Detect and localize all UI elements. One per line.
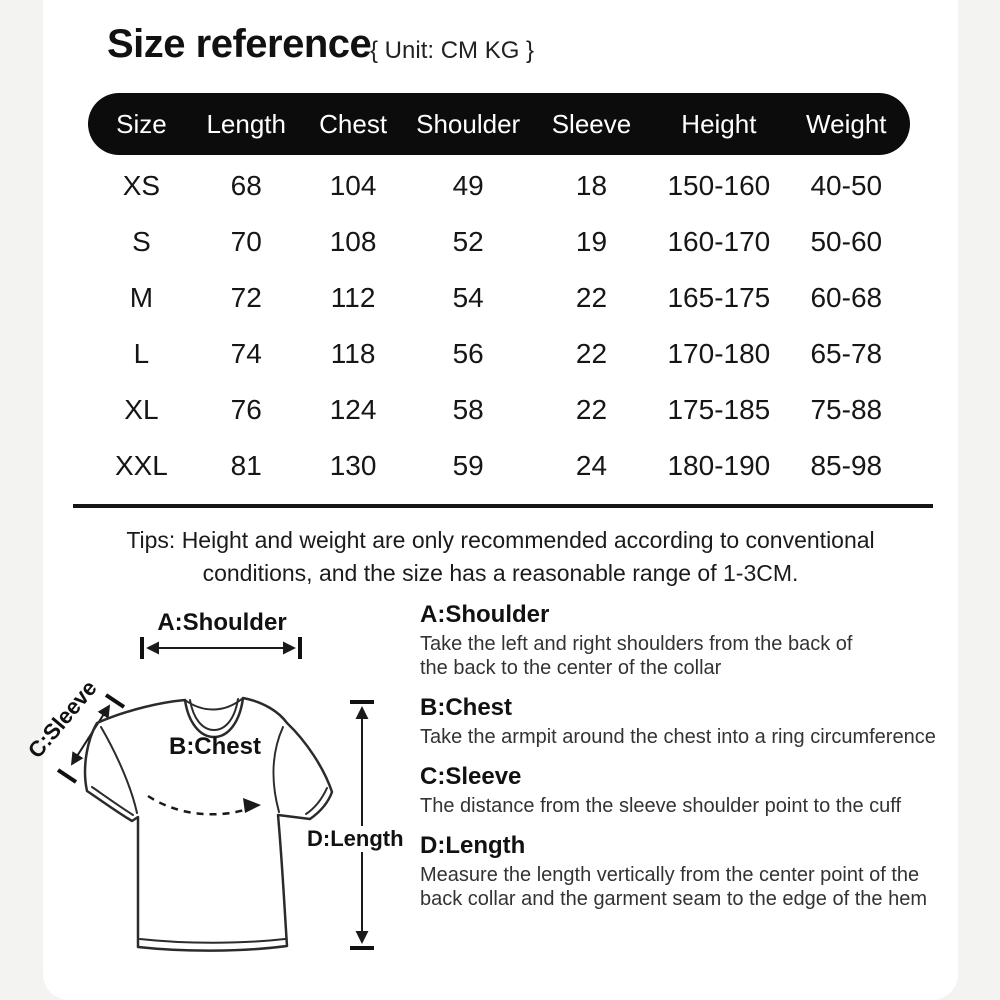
unit-note: { Unit: CM KG } bbox=[370, 37, 535, 64]
guide-heading: B:Chest bbox=[420, 694, 513, 721]
table-cell: 104 bbox=[329, 170, 377, 201]
page-title: Size reference bbox=[107, 22, 372, 66]
table-cell: 85-98 bbox=[810, 450, 883, 481]
table-cell: 130 bbox=[329, 450, 377, 481]
table-cell: 19 bbox=[575, 226, 608, 257]
guide-text-line: back collar and the garment seam to the edge of the hem bbox=[420, 888, 927, 910]
column-header-sleeve: Sleeve bbox=[551, 108, 632, 139]
table-cell: 50-60 bbox=[810, 226, 883, 257]
guide-heading: D:Length bbox=[420, 832, 526, 859]
size-table-body bbox=[88, 158, 910, 494]
table-cell: 180-190 bbox=[667, 450, 771, 481]
table-cell: 54 bbox=[452, 282, 484, 313]
right-seam-line bbox=[274, 727, 284, 812]
table-cell: S bbox=[132, 226, 151, 257]
table-cell: XXL bbox=[114, 450, 168, 481]
table-cell: 124 bbox=[329, 394, 377, 425]
hem-rib-line bbox=[140, 939, 285, 943]
guide-item-chest bbox=[420, 695, 945, 749]
table-cell: 68 bbox=[230, 170, 262, 201]
table-row-xxl bbox=[88, 438, 910, 494]
table-cell: 76 bbox=[230, 394, 262, 425]
tips-line-2: conditions, and the size has a reasonable range of 1-3CM. bbox=[202, 560, 799, 586]
table-cell: 65-78 bbox=[810, 338, 883, 369]
chest-dashed-arrow-icon bbox=[148, 796, 248, 814]
diagram-shoulder-label: A:Shoulder bbox=[157, 609, 287, 636]
sleeve-arrow-end-bar bbox=[58, 770, 76, 782]
table-cell: 150-160 bbox=[667, 170, 771, 201]
column-header-length: Length bbox=[206, 108, 286, 139]
table-cell: 52 bbox=[452, 226, 484, 257]
right-cuff-rib-line bbox=[306, 788, 327, 814]
table-cell: 60-68 bbox=[810, 282, 883, 313]
table-row-xl bbox=[88, 382, 910, 438]
column-header-height: Height bbox=[681, 108, 757, 139]
diagram-length-label: D:Length bbox=[307, 826, 404, 851]
table-cell: 40-50 bbox=[810, 170, 883, 201]
table-cell: 58 bbox=[452, 394, 484, 425]
table-row-s bbox=[88, 214, 910, 270]
size-table-header bbox=[88, 93, 910, 155]
collar-rib-line bbox=[190, 699, 238, 730]
column-header-chest: Chest bbox=[319, 108, 388, 139]
table-cell: 108 bbox=[329, 226, 377, 257]
table-cell: 22 bbox=[575, 338, 608, 369]
guide-text-line: Measure the length vertically from the center point of the bbox=[420, 864, 920, 886]
table-cell: L bbox=[133, 338, 150, 369]
column-header-shoulder: Shoulder bbox=[416, 108, 521, 139]
table-cell: 22 bbox=[575, 282, 608, 313]
guide-text-line: Take the left and right shoulders from the back of bbox=[420, 633, 853, 655]
table-cell: 18 bbox=[575, 170, 608, 201]
collar-back-line bbox=[185, 698, 243, 710]
table-cell: XL bbox=[124, 394, 159, 425]
left-cuff-rib-line bbox=[92, 787, 133, 815]
table-cell: XS bbox=[122, 170, 161, 201]
guide-heading: A:Shoulder bbox=[420, 601, 550, 628]
table-cell: 165-175 bbox=[667, 282, 771, 313]
column-header-weight: Weight bbox=[806, 108, 887, 139]
guide-text-line: Take the armpit around the chest into a ring circumference bbox=[420, 726, 936, 748]
table-cell: 170-180 bbox=[667, 338, 771, 369]
diagram-chest-label: B:Chest bbox=[168, 733, 262, 760]
table-cell: 70 bbox=[230, 226, 262, 257]
table-cell: 72 bbox=[230, 282, 262, 313]
table-cell: M bbox=[129, 282, 154, 313]
sleeve-arrow-end-bar bbox=[106, 695, 124, 707]
guide-item-shoulder bbox=[420, 602, 945, 680]
size-chart-card bbox=[22, 0, 958, 1000]
tips-line-1: Tips: Height and weight are only recommended according to conventional bbox=[126, 527, 875, 553]
guide-heading: C:Sleeve bbox=[420, 763, 522, 790]
horizontal-divider bbox=[73, 504, 933, 508]
table-cell: 49 bbox=[452, 170, 484, 201]
tshirt-measurement-diagram bbox=[22, 600, 423, 1000]
table-cell: 24 bbox=[575, 450, 608, 481]
table-cell: 175-185 bbox=[667, 394, 771, 425]
table-cell: 59 bbox=[452, 450, 484, 481]
table-cell: 118 bbox=[330, 338, 376, 369]
guide-item-sleeve bbox=[420, 764, 945, 818]
measurement-guide bbox=[420, 602, 945, 926]
column-header-size: Size bbox=[116, 108, 167, 139]
guide-text-line: The distance from the sleeve shoulder point to the cuff bbox=[420, 795, 902, 817]
left-seam-line bbox=[101, 727, 137, 813]
table-cell: 74 bbox=[230, 338, 262, 369]
table-cell: 56 bbox=[452, 338, 484, 369]
guide-text-line: the back to the center of the collar bbox=[420, 657, 722, 679]
table-row-m bbox=[88, 270, 910, 326]
diagram-sleeve-label: C:Sleeve bbox=[22, 675, 102, 763]
chest-arrowhead-icon bbox=[243, 798, 261, 813]
table-cell: 75-88 bbox=[810, 394, 883, 425]
table-row-xs bbox=[88, 158, 910, 214]
table-cell: 81 bbox=[230, 450, 262, 481]
guide-item-length bbox=[420, 833, 945, 911]
tips-note bbox=[43, 524, 958, 590]
table-cell: 112 bbox=[330, 282, 376, 313]
table-cell: 160-170 bbox=[667, 226, 771, 257]
table-cell: 22 bbox=[575, 394, 608, 425]
table-row-l bbox=[88, 326, 910, 382]
